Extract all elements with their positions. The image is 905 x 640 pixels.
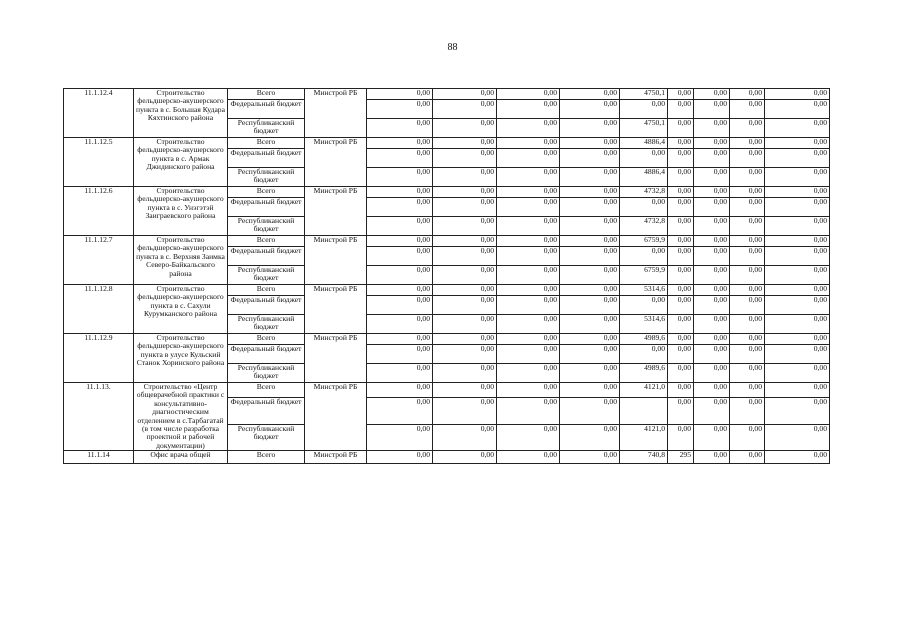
amount-cell: 4732,8	[620, 187, 668, 198]
amount-cell: 0,00	[560, 168, 620, 187]
amount-cell: 0,00	[694, 236, 730, 247]
project-name: Строительство фельдшерско-акушерского пункта в с. Большая Кудара Кяхтинского района	[134, 89, 228, 138]
amount-cell: 0,00	[497, 364, 560, 383]
amount-cell: 0,00	[668, 383, 694, 398]
amount-cell: 0,00	[730, 149, 765, 168]
funding-source: Всего	[228, 89, 305, 100]
amount-cell: 0,00	[668, 398, 694, 424]
project-code: 11.1.13.	[64, 383, 134, 451]
funding-source: Федеральный бюджет	[228, 296, 305, 315]
amount-cell: 0,00	[497, 89, 560, 100]
amount-cell: 0,00	[694, 119, 730, 138]
amount-cell: 0,00	[730, 364, 765, 383]
amount-cell: 0,00	[433, 217, 497, 236]
funding-source: Республиканский бюджет	[228, 266, 305, 285]
amount-cell: 4121,0	[620, 383, 668, 398]
project-code: 11.1.14	[64, 451, 134, 464]
funding-source: Всего	[228, 187, 305, 198]
funding-source: Федеральный бюджет	[228, 345, 305, 364]
amount-cell: 0,00	[433, 383, 497, 398]
amount-cell: 0,00	[694, 364, 730, 383]
amount-cell: 4886,4	[620, 168, 668, 187]
amount-cell: 0,00	[620, 345, 668, 364]
amount-cell: 0,00	[433, 236, 497, 247]
amount-cell: 0,00	[668, 187, 694, 198]
amount-cell: 0,00	[367, 100, 433, 119]
funding-source: Республиканский бюджет	[228, 168, 305, 187]
amount-cell: 0,00	[694, 247, 730, 266]
amount-cell: 0,00	[730, 217, 765, 236]
amount-cell: 0,00	[433, 451, 497, 464]
amount-cell: 0,00	[433, 187, 497, 198]
amount-cell: 0,00	[560, 187, 620, 198]
project-name: Строительство фельдшерско-акушерского пункта в улусе Кульский Станок Хоринского района	[134, 334, 228, 383]
amount-cell: 0,00	[730, 119, 765, 138]
amount-cell: 0,00	[433, 247, 497, 266]
amount-cell: 0,00	[668, 266, 694, 285]
amount-cell: 0,00	[560, 398, 620, 424]
executor: Минстрой РБ	[305, 383, 367, 451]
funding-source: Федеральный бюджет	[228, 247, 305, 266]
amount-cell: 0,00	[367, 168, 433, 187]
amount-cell: 0,00	[560, 296, 620, 315]
funding-source: Республиканский бюджет	[228, 364, 305, 383]
amount-cell: 0,00	[497, 100, 560, 119]
amount-cell: 0,00	[433, 424, 497, 450]
amount-cell: 0,00	[765, 138, 830, 149]
amount-cell: 0,00	[497, 247, 560, 266]
amount-cell: 0,00	[433, 100, 497, 119]
amount-cell: 0,00	[433, 168, 497, 187]
amount-cell: 0,00	[730, 168, 765, 187]
funding-source: Всего	[228, 451, 305, 464]
project-code: 11.1.12.8	[64, 285, 134, 334]
amount-cell: 0,00	[730, 138, 765, 149]
amount-cell: 0,00	[560, 217, 620, 236]
amount-cell: 0,00	[497, 424, 560, 450]
table-row	[64, 138, 830, 149]
project-name: Строительство фельдшерско-акушерского пункта в с. Армак Джидинского района	[134, 138, 228, 187]
funding-source: Федеральный бюджет	[228, 198, 305, 217]
amount-cell: 0,00	[730, 424, 765, 450]
amount-cell: 0,00	[367, 364, 433, 383]
amount-cell: 0,00	[367, 217, 433, 236]
project-name: Офис врача общей	[134, 451, 228, 464]
amount-cell: 0,00	[668, 89, 694, 100]
amount-cell: 0,00	[560, 138, 620, 149]
amount-cell: 0,00	[497, 398, 560, 424]
amount-cell: 0,00	[367, 334, 433, 345]
amount-cell: 0,00	[765, 217, 830, 236]
amount-cell: 0,00	[765, 334, 830, 345]
amount-cell: 0,00	[730, 198, 765, 217]
amount-cell: 0,00	[668, 285, 694, 296]
amount-cell: 0,00	[730, 334, 765, 345]
amount-cell: 0,00	[497, 187, 560, 198]
amount-cell: 0,00	[560, 383, 620, 398]
amount-cell: 0,00	[730, 247, 765, 266]
amount-cell: 0,00	[497, 285, 560, 296]
amount-cell: 0,00	[694, 296, 730, 315]
amount-cell: 0,00	[433, 149, 497, 168]
amount-cell: 0,00	[560, 236, 620, 247]
amount-cell: 6759,9	[620, 266, 668, 285]
project-code: 11.1.12.5	[64, 138, 134, 187]
amount-cell: 0,00	[730, 187, 765, 198]
amount-cell: 0,00	[367, 187, 433, 198]
amount-cell: 0,00	[668, 247, 694, 266]
amount-cell: 0,00	[367, 451, 433, 464]
amount-cell: 6759,9	[620, 236, 668, 247]
amount-cell: 0,00	[668, 168, 694, 187]
amount-cell: 0,00	[620, 296, 668, 315]
amount-cell: 4750,1	[620, 89, 668, 100]
amount-cell: 0,00	[497, 383, 560, 398]
amount-cell: 0,00	[694, 383, 730, 398]
funding-source: Республиканский бюджет	[228, 119, 305, 138]
amount-cell: 0,00	[367, 398, 433, 424]
table-row	[64, 89, 830, 100]
amount-cell: 0,00	[668, 296, 694, 315]
amount-cell: 0,00	[765, 149, 830, 168]
table-row	[64, 285, 830, 296]
budget-table-body	[64, 89, 830, 464]
amount-cell: 0,00	[497, 296, 560, 315]
amount-cell: 0,00	[620, 198, 668, 217]
amount-cell: 0,00	[694, 315, 730, 334]
amount-cell: 0,00	[367, 315, 433, 334]
amount-cell: 5314,6	[620, 315, 668, 334]
amount-cell: 0,00	[620, 100, 668, 119]
amount-cell: 0,00	[730, 345, 765, 364]
amount-cell: 0,00	[497, 315, 560, 334]
amount-cell: 0,00	[367, 236, 433, 247]
amount-cell: 0,00	[694, 398, 730, 424]
amount-cell: 0,00	[560, 424, 620, 450]
amount-cell: 0,00	[367, 424, 433, 450]
amount-cell: 0,00	[694, 285, 730, 296]
funding-source: Республиканский бюджет	[228, 424, 305, 450]
amount-cell: 0,00	[668, 198, 694, 217]
amount-cell: 0,00	[765, 100, 830, 119]
funding-source: Федеральный бюджет	[228, 149, 305, 168]
executor: Минстрой РБ	[305, 138, 367, 187]
table-row	[64, 187, 830, 198]
amount-cell: 0,00	[433, 296, 497, 315]
project-code: 11.1.12.4	[64, 89, 134, 138]
project-name: Строительство фельдшерско-акушерского пункта в с. Сахули Курумканского района	[134, 285, 228, 334]
amount-cell: 0,00	[765, 119, 830, 138]
amount-cell: 0,00	[560, 315, 620, 334]
amount-cell: 0,00	[765, 424, 830, 450]
amount-cell: 0,00	[560, 451, 620, 464]
project-code: 11.1.12.6	[64, 187, 134, 236]
executor: Минстрой РБ	[305, 236, 367, 285]
amount-cell: 0,00	[560, 89, 620, 100]
amount-cell: 0,00	[560, 285, 620, 296]
amount-cell: 0,00	[730, 89, 765, 100]
amount-cell: 0,00	[668, 149, 694, 168]
amount-cell: 0,00	[668, 334, 694, 345]
amount-cell: 0,00	[730, 285, 765, 296]
executor: Минстрой РБ	[305, 187, 367, 236]
amount-cell: 0,00	[433, 119, 497, 138]
page-number: 88	[447, 42, 458, 53]
amount-cell: 0,00	[765, 296, 830, 315]
amount-cell: 0,00	[497, 149, 560, 168]
funding-source: Всего	[228, 138, 305, 149]
amount-cell: 4121,0	[620, 424, 668, 450]
amount-cell: 0,00	[694, 334, 730, 345]
amount-cell: 0,00	[694, 424, 730, 450]
amount-cell: 0,00	[730, 398, 765, 424]
amount-cell: 0,00	[765, 451, 830, 464]
project-code: 11.1.12.9	[64, 334, 134, 383]
amount-cell: 0,00	[730, 236, 765, 247]
amount-cell: 0,00	[497, 266, 560, 285]
funding-source: Всего	[228, 285, 305, 296]
amount-cell: 0,00	[367, 345, 433, 364]
amount-cell: 0,00	[668, 119, 694, 138]
amount-cell: 0,00	[668, 138, 694, 149]
amount-cell: 0,00	[730, 296, 765, 315]
table-row	[64, 236, 830, 247]
amount-cell: 0,00	[730, 315, 765, 334]
amount-cell: 0,00	[497, 138, 560, 149]
table-row	[64, 451, 830, 464]
amount-cell: 0,00	[560, 119, 620, 138]
amount-cell: 0,00	[367, 149, 433, 168]
amount-cell: 0,00	[497, 168, 560, 187]
funding-source: Республиканский бюджет	[228, 315, 305, 334]
amount-cell: 4989,6	[620, 334, 668, 345]
amount-cell: 0,00	[367, 266, 433, 285]
amount-cell: 0,00	[367, 89, 433, 100]
executor: Минстрой РБ	[305, 334, 367, 383]
amount-cell: 0,00	[694, 138, 730, 149]
amount-cell: 0,00	[497, 345, 560, 364]
amount-cell: 0,00	[694, 217, 730, 236]
amount-cell: 0,00	[433, 198, 497, 217]
executor: Минстрой РБ	[305, 89, 367, 138]
amount-cell: 0,00	[433, 315, 497, 334]
table-row	[64, 334, 830, 345]
amount-cell: 0,00	[730, 451, 765, 464]
amount-cell: 0,00	[367, 296, 433, 315]
amount-cell: 0,00	[560, 247, 620, 266]
amount-cell: 0,00	[765, 398, 830, 424]
amount-cell: 0,00	[367, 285, 433, 296]
amount-cell: 0,00	[497, 451, 560, 464]
amount-cell: 0,00	[668, 424, 694, 450]
amount-cell: 0,00	[668, 217, 694, 236]
amount-cell: 740,8	[620, 451, 668, 464]
amount-cell: 0,00	[560, 334, 620, 345]
amount-cell: 0,00	[497, 198, 560, 217]
amount-cell: 4750,1	[620, 119, 668, 138]
funding-source: Всего	[228, 334, 305, 345]
amount-cell: 5314,6	[620, 285, 668, 296]
amount-cell: 0,00	[367, 138, 433, 149]
amount-cell: 0,00	[694, 266, 730, 285]
funding-source: Всего	[228, 236, 305, 247]
funding-source: Федеральный бюджет	[228, 100, 305, 119]
amount-cell: 0,00	[497, 236, 560, 247]
project-name: Строительство «Центр общеврачебной практики с консультативно-диагностическим отделением в с.Тарбагатай (в том числе разработка проектной и рабочей документации)	[134, 383, 228, 451]
amount-cell: 0,00	[433, 89, 497, 100]
project-name: Строительство фельдшерско-акушерского пункта в с. Верхняя Заимка Северо-Байкальского района	[134, 236, 228, 285]
amount-cell: 0,00	[620, 247, 668, 266]
amount-cell: 0,00	[765, 266, 830, 285]
amount-cell: 0,00	[367, 247, 433, 266]
amount-cell: 0,00	[765, 345, 830, 364]
amount-cell: 4886,4	[620, 138, 668, 149]
amount-cell: 0,00	[560, 198, 620, 217]
amount-cell: 0,00	[730, 383, 765, 398]
amount-cell: 0,00	[765, 247, 830, 266]
amount-cell: 0,00	[668, 364, 694, 383]
funding-source: Федеральный бюджет	[228, 398, 305, 424]
amount-cell: 0,00	[694, 89, 730, 100]
amount-cell: 0,00	[730, 100, 765, 119]
amount-cell: 0,00	[367, 383, 433, 398]
amount-cell: 0,00	[433, 266, 497, 285]
amount-cell: 0,00	[668, 345, 694, 364]
amount-cell: 0,00	[694, 198, 730, 217]
amount-cell: 0,00	[433, 398, 497, 424]
amount-cell: 0,00	[765, 89, 830, 100]
amount-cell: 0,00	[765, 187, 830, 198]
amount-cell: 0,00	[765, 383, 830, 398]
project-code: 11.1.12.7	[64, 236, 134, 285]
amount-cell: 0,00	[694, 345, 730, 364]
amount-cell: 0,00	[694, 451, 730, 464]
amount-cell: 0,00	[765, 285, 830, 296]
amount-cell: 0,00	[560, 149, 620, 168]
amount-cell: 0,00	[497, 119, 560, 138]
amount-cell: 0,00	[694, 149, 730, 168]
amount-cell: 0,00	[765, 168, 830, 187]
executor: Минстрой РБ	[305, 451, 367, 464]
amount-cell	[620, 398, 668, 424]
amount-cell: 0,00	[560, 100, 620, 119]
amount-cell: 0,00	[433, 334, 497, 345]
amount-cell: 0,00	[560, 364, 620, 383]
amount-cell: 4989,6	[620, 364, 668, 383]
executor: Минстрой РБ	[305, 285, 367, 334]
amount-cell: 0,00	[433, 138, 497, 149]
amount-cell: 0,00	[730, 266, 765, 285]
amount-cell: 0,00	[433, 285, 497, 296]
funding-source: Всего	[228, 383, 305, 398]
amount-cell: 0,00	[367, 198, 433, 217]
amount-cell: 0,00	[765, 364, 830, 383]
amount-cell: 0,00	[433, 345, 497, 364]
table-row	[64, 383, 830, 398]
amount-cell: 0,00	[497, 334, 560, 345]
amount-cell: 0,00	[765, 315, 830, 334]
funding-source: Республиканский бюджет	[228, 217, 305, 236]
amount-cell: 0,00	[497, 217, 560, 236]
amount-cell: 0,00	[765, 198, 830, 217]
amount-cell: 0,00	[367, 119, 433, 138]
amount-cell: 0,00	[668, 236, 694, 247]
amount-cell: 0,00	[694, 168, 730, 187]
amount-cell: 0,00	[668, 315, 694, 334]
amount-cell: 4732,8	[620, 217, 668, 236]
amount-cell: 0,00	[560, 345, 620, 364]
amount-cell: 0,00	[668, 100, 694, 119]
amount-cell: 0,00	[560, 266, 620, 285]
amount-cell: 0,00	[765, 236, 830, 247]
project-name: Строительство фельдшерско-акушерского пункта в с. Унэгэтэй Заиграевского района	[134, 187, 228, 236]
budget-table	[63, 88, 830, 464]
amount-cell: 295	[668, 451, 694, 464]
amount-cell: 0,00	[694, 100, 730, 119]
amount-cell: 0,00	[620, 149, 668, 168]
amount-cell: 0,00	[694, 187, 730, 198]
amount-cell: 0,00	[433, 364, 497, 383]
